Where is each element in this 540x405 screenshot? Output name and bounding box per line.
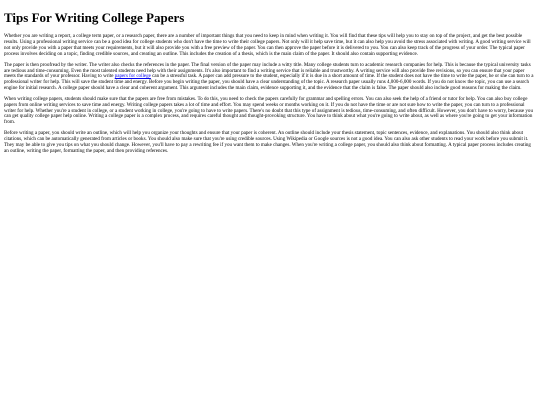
paragraph-4: Before writing a paper, you should write an outline, which will help you organize your thoughts and ensure that your paper is coherent. An outline should include your thesis statement, topic sentences, evidence, and explanations. You should also think about citations, which can be automatically generated from articles or books. You should also make sure that you're using credible sources. Using Wikipedia or Google sources is not a good idea. You can also ask other students to read your work before you submit it. They may be able to give you tips on what you should change. However, you'll have to pay a rewriting fee if you want them to make changes. When you're writing a college paper, you should also think about formatting. A typical paper process includes creating an outline, writing the paper, formatting the paper, and then providing references.: [4, 130, 531, 154]
page-title: Tips For Writing College Papers: [4, 10, 185, 25]
paragraph-2-text-after: can be a stressful task. A paper can add pressure to the student, especially if it is due in a short amount of time. If the student does not have the time to write the paper, he or she can turn to a professional writer for help. This will save the student time and energy. Before you begin writing the paper, you should have a clear understanding of the topic. A research paper usually runs 4,000-6,000 words. If you do not know the topic, you can use a search engine for initial research. A college paper should have a clear and coherent argument. This argument includes the main claim, evidence supporting it, and the evidence that the claim is false. The paper should also include good reasons for making the claim.: [4, 73, 534, 92]
article: [0, 0, 540, 154]
papers-for-college-link[interactable]: papers for college: [114, 73, 151, 80]
paragraph-2-text-before: The paper is then proofread by the writer. The writer also checks the references in the paper. The final version of the paper may include a witty title. Many college students turn to academic research companies for help. This is because the typical university tasks are tedious and time-consuming. Even the most talented students need help with their assignments. It's also important to find a writing service that is reliable and trustworthy. A writing service will also provide free revisions, so you can ensure that your paper meets the standards of your professor. Having to write: [4, 61, 531, 80]
paragraph-2: [4, 63, 536, 92]
paragraph-1: Whether you are writing a report, a college term paper, or a research paper, there are a number of important things that you need to keep in mind when writing it. You will find that these tips will help you to stay on top of the project, and get the best possible results. Using a professional writing service can be a good idea for college students who don't have the time to write their college papers. Not only will it help save time, but it can also help you avoid the stress associated with writing. A good writing service will not only provide you with a paper that meets your requirements, but it will also provide you with a free preview of the paper. You can then approve the paper before it is delivered to you. You can also keep track of the progress of your order. The typical paper process involves deciding on a topic, finding credible sources, and creating an outline. This includes the creation of a thesis, which is the main claim of the paper. It should also contain supporting evidence.: [4, 33, 531, 57]
paragraph-3: When writing college papers, students should make sure that the papers are free from mistakes. To do this, you need to check the papers carefully for grammar and spelling errors. You can also seek the help of a friend or tutor for help. You can also buy college papers from online writing services to save time and energy. Writing college papers takes a lot of time and effort. You may spend weeks or months working on it. If you do not have the time or are not sure how to write the paper, you can turn to a professional writer for help. Whether you're a student in college, or a student working in college, you're going to have to write papers. There's no doubt that this type of assignment is tedious, time-consuming, and often difficult. However, you don't have to worry, because you can get quality college paper help online. Writing a college paper is a complex process, and requires careful thought and thought-provoking structure. You have to think about what you're going to write about, as well as where you're going to get your information from.: [4, 95, 533, 126]
